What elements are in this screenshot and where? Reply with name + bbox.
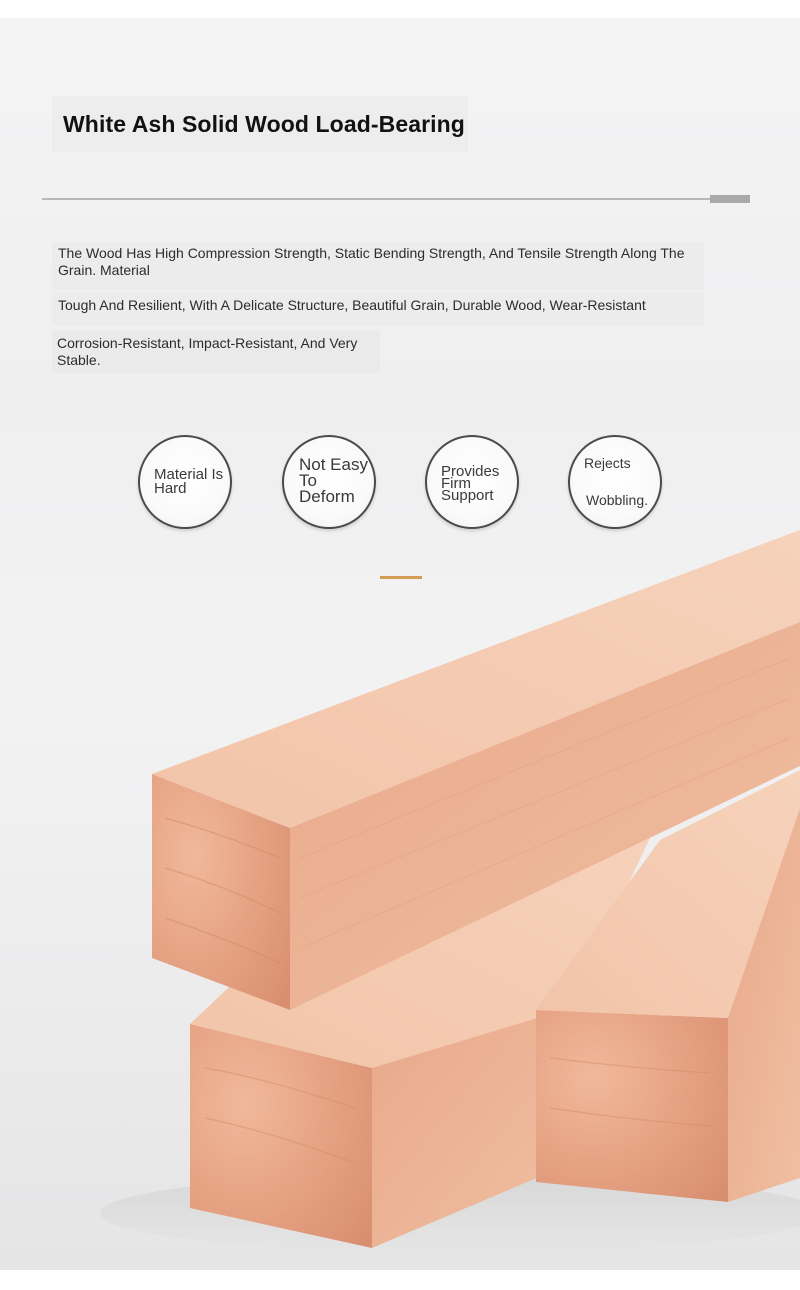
feature-badge-firm-support xyxy=(425,435,519,529)
feature-badge-label: Provides Firm Support xyxy=(441,463,500,504)
wood-beams-image xyxy=(0,18,800,1270)
description-paragraph-1: The Wood Has High Compression Strength, Static Bending Strength, And Tensile Strength Along The Grain. Material xyxy=(52,242,704,290)
feature-badge-not-deform xyxy=(282,435,376,529)
feature-badge-label: Material Is Hard xyxy=(154,466,224,497)
title-box xyxy=(52,96,468,152)
feature-badge-label: Wobbling. xyxy=(586,492,649,508)
page-title: White Ash Solid Wood Load-Bearing xyxy=(63,110,465,137)
description-paragraph-2: Tough And Resilient, With A Delicate Structure, Beautiful Grain, Durable Wood, Wear-Resistant xyxy=(52,292,704,326)
product-feature-panel xyxy=(0,18,800,1270)
description-paragraph-3: Corrosion-Resistant, Impact-Resistant, And Very Stable. xyxy=(52,331,380,373)
divider-accent xyxy=(710,195,750,203)
divider-line xyxy=(42,198,710,200)
feature-badge-label: Rejects xyxy=(584,455,631,471)
accent-underline xyxy=(380,576,422,579)
feature-badge-material-hard xyxy=(138,435,232,529)
feature-badge-label: Not Easy To Deform xyxy=(299,455,368,506)
feature-badge-rejects-wobbling xyxy=(568,435,662,529)
